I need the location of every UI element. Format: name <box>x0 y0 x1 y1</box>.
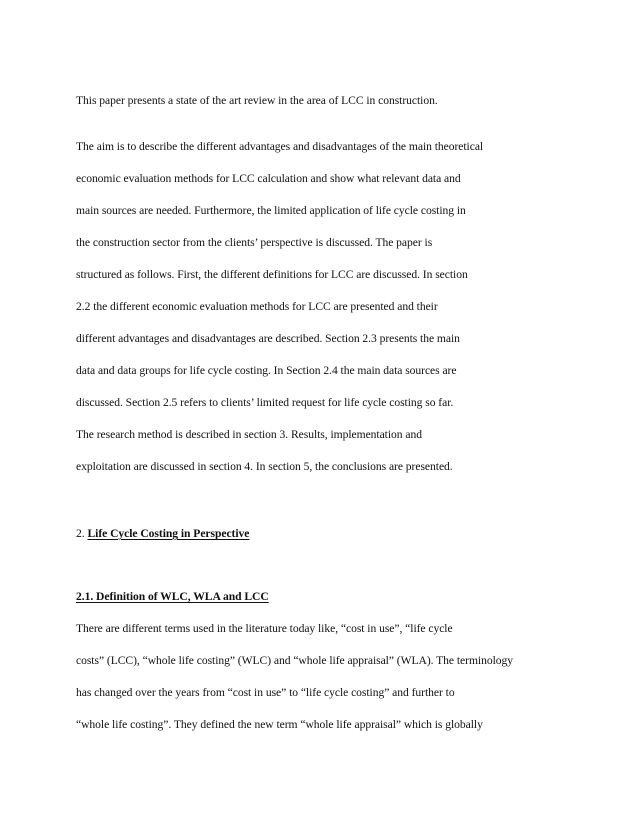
aim-paragraph-line: the construction sector from the clients’ perspective is discussed. The paper is <box>76 236 433 249</box>
section-2-number: 2. <box>76 527 85 540</box>
section-2-1-line: There are different terms used in the literature today like, “cost in use”, “life cycle <box>76 622 453 635</box>
aim-paragraph-line: data and data groups for life cycle costing. In Section 2.4 the main data sources are <box>76 364 457 377</box>
aim-paragraph-line: exploitation are discussed in section 4. In section 5, the conclusions are presented. <box>76 460 453 473</box>
aim-paragraph-line: discussed. Section 2.5 refers to clients’ limited request for life cycle costing so far. <box>76 396 454 409</box>
aim-paragraph-line: main sources are needed. Furthermore, the limited application of life cycle costing in <box>76 204 466 217</box>
section-2-1-title: 2.1. Definition of WLC, WLA and LCC <box>76 590 269 603</box>
aim-paragraph-line: structured as follows. First, the different definitions for LCC are discussed. In section <box>76 268 468 281</box>
section-2-1-line: “whole life costing”. They defined the new term “whole life appraisal” which is globally <box>76 718 483 731</box>
section-2-1-line: costs” (LCC), “whole life costing” (WLC) and “whole life appraisal” (WLA). The terminology <box>76 654 513 667</box>
aim-paragraph-line: economic evaluation methods for LCC calculation and show what relevant data and <box>76 172 461 185</box>
section-2-heading <box>76 527 249 540</box>
section-2-title: Life Cycle Costing in Perspective <box>87 527 250 540</box>
aim-paragraph-line: 2.2 the different economic evaluation methods for LCC are presented and their <box>76 300 438 313</box>
aim-paragraph-line: different advantages and disadvantages are described. Section 2.3 presents the main <box>76 332 460 345</box>
aim-paragraph-line: The research method is described in section 3. Results, implementation and <box>76 428 422 441</box>
section-2-1-line: has changed over the years from “cost in use” to “life cycle costing” and further to <box>76 686 455 699</box>
intro-paragraph: This paper presents a state of the art review in the area of LCC in construction. <box>76 94 438 107</box>
aim-paragraph-line: The aim is to describe the different advantages and disadvantages of the main theoretical <box>76 140 484 153</box>
